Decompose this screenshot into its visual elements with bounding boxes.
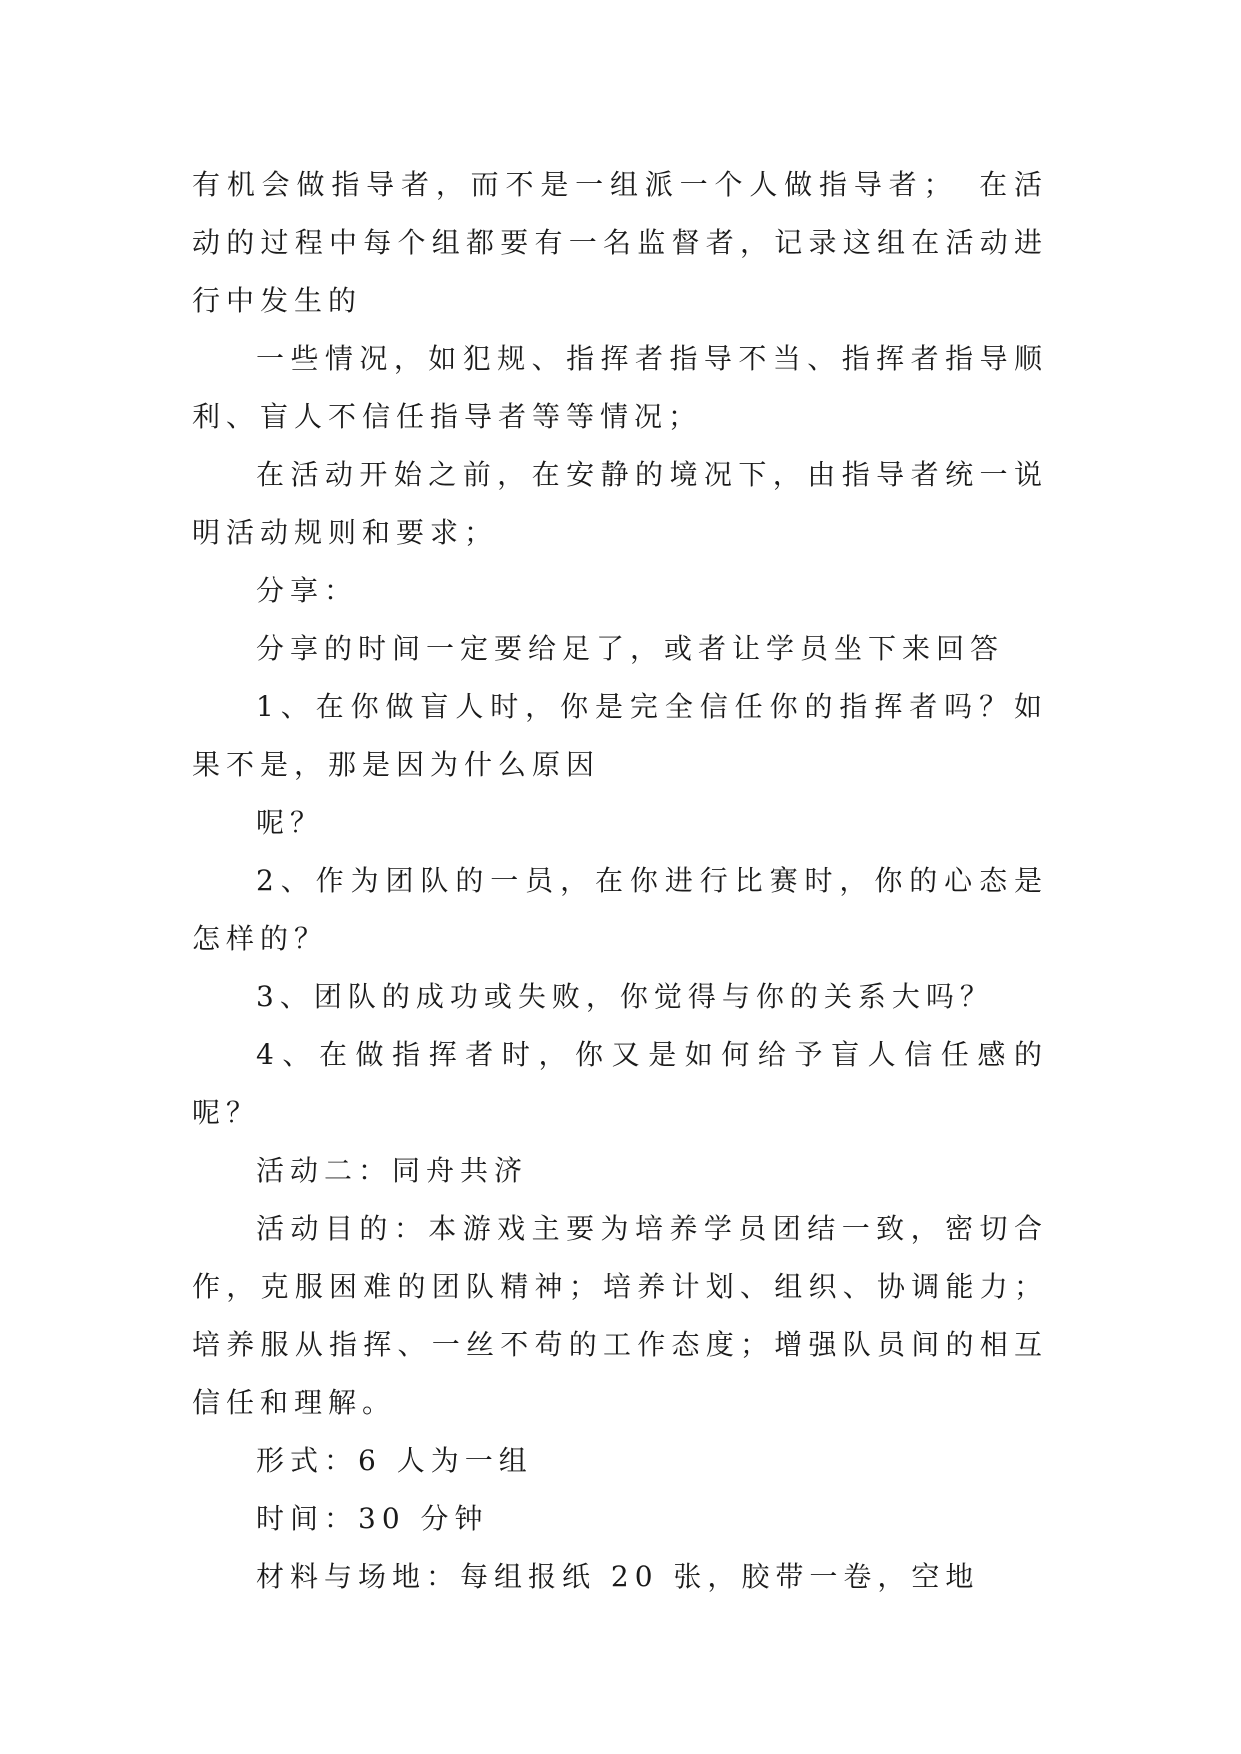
question-4: 4、在做指挥者时，你又是如何给予盲人信任感的呢？ xyxy=(192,1038,1048,1129)
question-2: 2、作为团队的一员，在你进行比赛时，你的心态是怎样的？ xyxy=(192,864,1048,955)
activity-time: 时间：30 分钟 xyxy=(256,1502,489,1535)
activity-2-heading: 活动二：同舟共济 xyxy=(256,1154,529,1187)
document-body xyxy=(192,156,1048,1606)
question-3: 3、团队的成功或失败，你觉得与你的关系大吗？ xyxy=(256,980,994,1013)
paragraph-5: 分享的时间一定要给足了，或者让学员坐下来回答 xyxy=(256,632,1005,665)
sharing-heading: 分享： xyxy=(256,574,359,607)
paragraph-1: 有机会做指导者，而不是一组派一个人做指导者； 在活动的过程中每个组都要有一名监督者，记录这组在活动进行中发生的 xyxy=(192,168,1048,317)
activity-format: 形式：6 人为一组 xyxy=(256,1444,533,1477)
question-1: 1、在你做盲人时，你是完全信任你的指挥者吗？如果不是，那是因为什么原因 xyxy=(192,690,1048,781)
question-1-continued: 呢？ xyxy=(256,806,325,839)
paragraph-3: 在活动开始之前，在安静的境况下，由指导者统一说明活动规则和要求； xyxy=(192,458,1048,549)
paragraph-2: 一些情况，如犯规、指挥者指导不当、指挥者指导顺利、盲人不信任指导者等等情况； xyxy=(192,342,1048,433)
activity-materials: 材料与场地：每组报纸 20 张，胶带一卷，空地 xyxy=(256,1560,980,1593)
activity-purpose: 活动目的：本游戏主要为培养学员团结一致，密切合作，克服困难的团队精神；培养计划、组织、协调能力；培养服从指挥、一丝不苟的工作态度；增强队员间的相互信任和理解。 xyxy=(192,1212,1048,1419)
